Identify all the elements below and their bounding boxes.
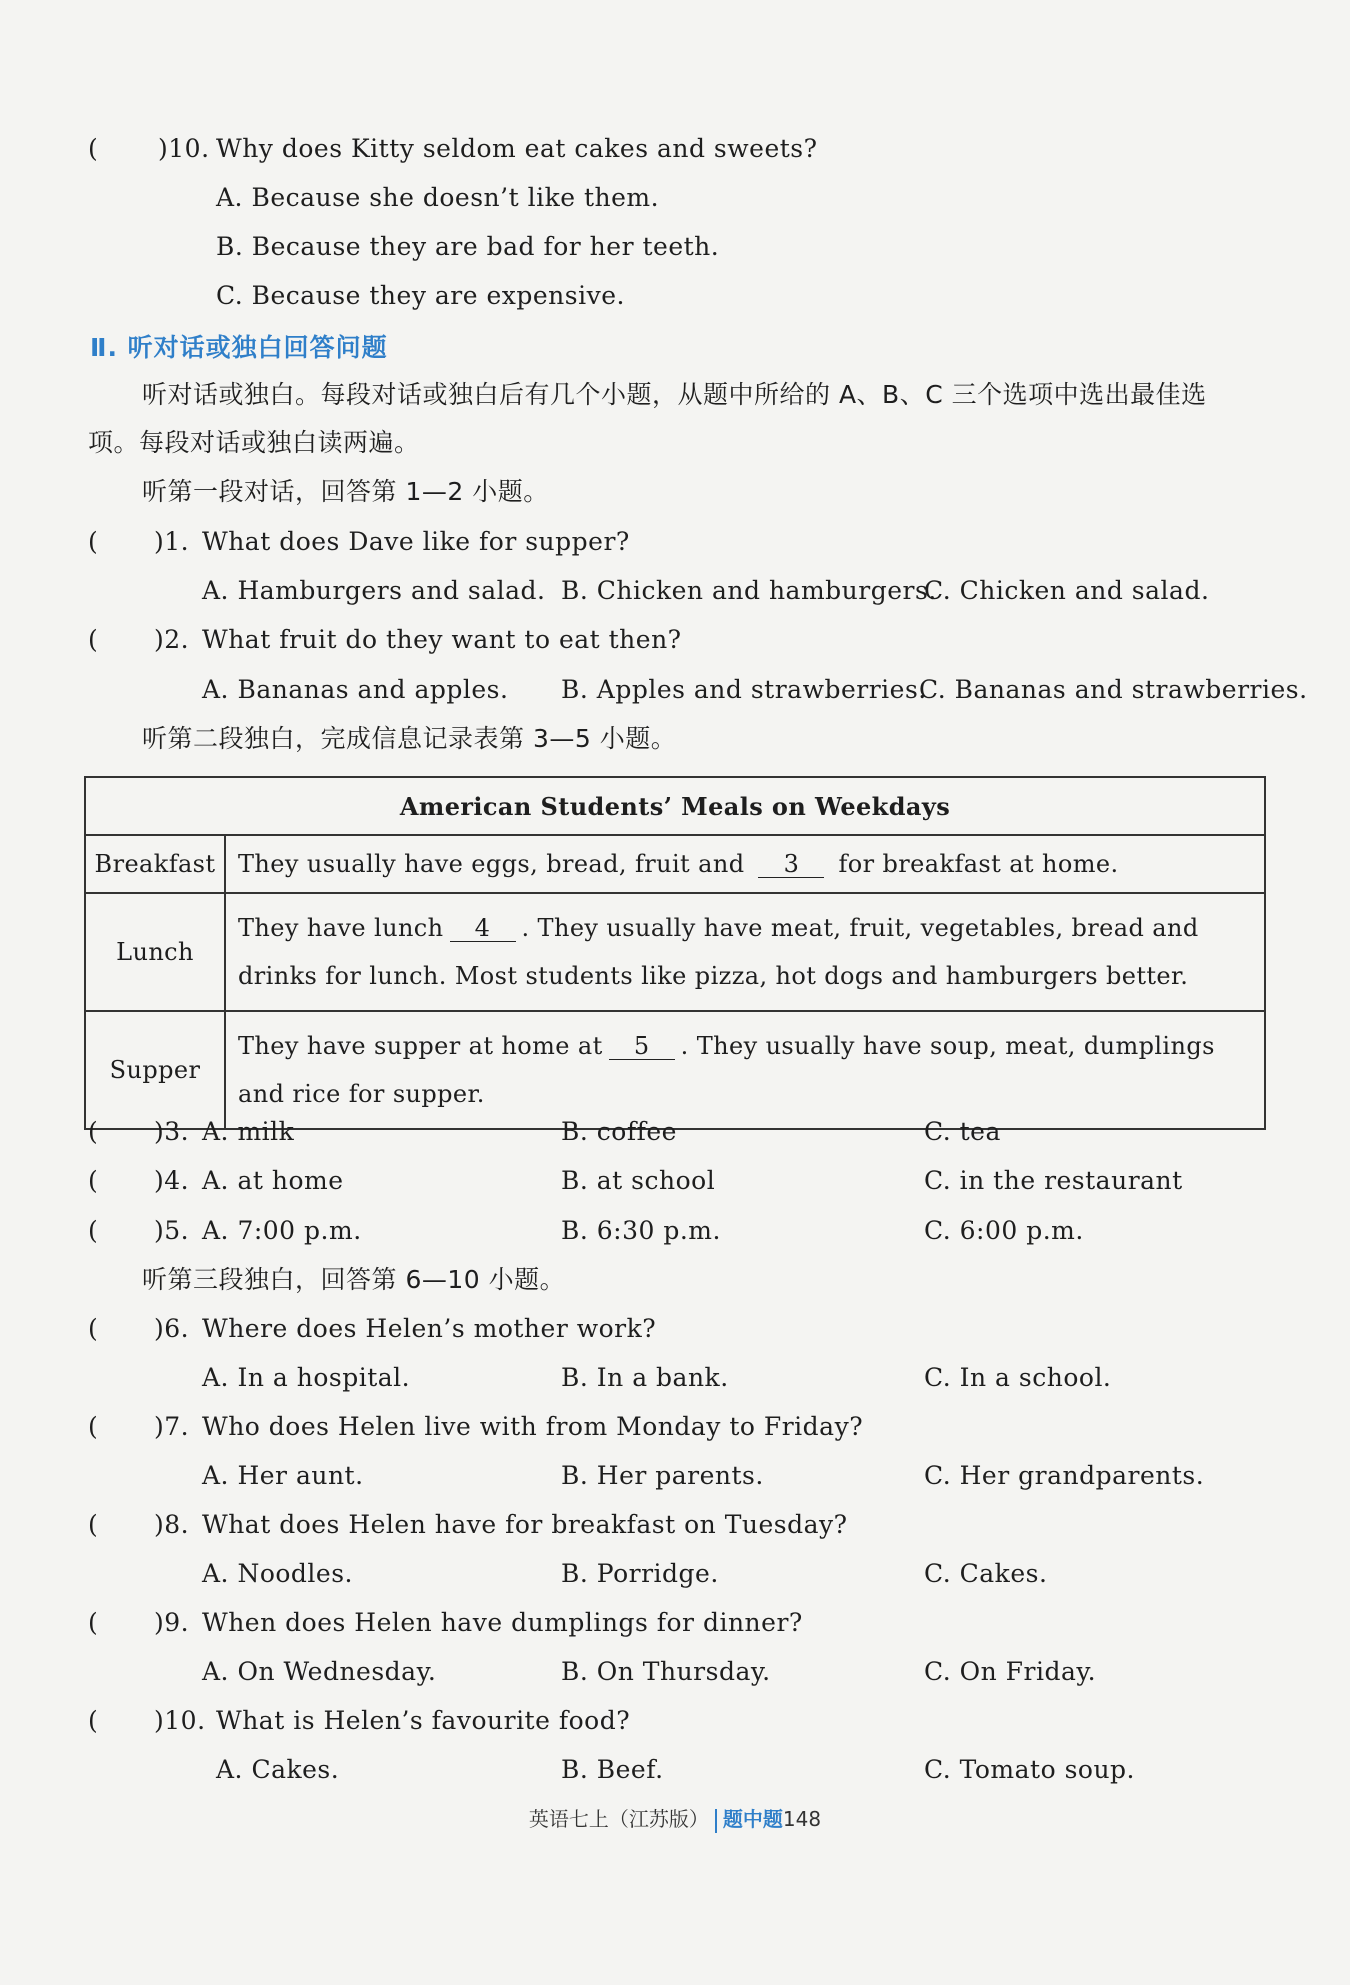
part1-instruction: 听第一段对话，回答第 1—2 小题。 [142, 477, 549, 506]
option-c: C. Tomato soup. [924, 1755, 1136, 1784]
row-content [225, 893, 1265, 1011]
option-a: A. On Wednesday. [202, 1657, 437, 1686]
question-text: Where does Helen’s mother work? [202, 1314, 657, 1343]
part2-instruction: 听第二段独白，完成信息记录表第 3—5 小题。 [142, 724, 677, 753]
page-number: 148 [782, 1807, 822, 1831]
option-c: C. Bananas and strawberries. [919, 675, 1308, 704]
table-row-supper [85, 1011, 1265, 1129]
question-number: )8. [154, 1510, 190, 1539]
row-text-pre: They have lunch [238, 914, 444, 942]
option-a: A. Noodles. [202, 1559, 353, 1588]
answer-paren: ( [88, 1117, 99, 1146]
answer-paren: ( [88, 527, 99, 556]
option-a: A. Cakes. [216, 1755, 340, 1784]
option-b: B. Her parents. [561, 1461, 764, 1490]
question-number: )6. [154, 1314, 190, 1343]
series-tag: 题中题 [722, 1807, 783, 1831]
option-a: A. at home [202, 1166, 344, 1195]
question-prev-10 [88, 134, 818, 164]
part3-instruction: 听第三段独白，回答第 6—10 小题。 [142, 1265, 566, 1294]
answer-blank-4[interactable]: 4 [450, 915, 516, 942]
option-c: C. Her grandparents. [924, 1461, 1205, 1490]
option-b: B. Porridge. [561, 1559, 719, 1588]
option-a: A. Bananas and apples. [202, 675, 509, 704]
option-b: B. Apples and strawberries. [561, 675, 927, 704]
question-number: )7. [154, 1412, 190, 1441]
option-a: A. Hamburgers and salad. [202, 576, 546, 605]
table-row-lunch [85, 893, 1265, 1011]
row-head: Breakfast [85, 835, 225, 893]
footer-divider [715, 1809, 717, 1833]
option-c: C. Because they are expensive. [216, 281, 625, 310]
option-b: B. In a bank. [561, 1363, 729, 1392]
row-text-pre: They usually have eggs, bread, fruit and [238, 850, 745, 878]
row-text-post: . They usually have meat, fruit, vegetables, bread and drinks for lunch. Most students like pizza, hot dogs and hamburgers better. [238, 914, 1199, 990]
option-c: C. Chicken and salad. [924, 576, 1210, 605]
question-6 [88, 1314, 657, 1344]
answer-paren: ( [88, 1706, 99, 1735]
answer-paren: ( [88, 1314, 99, 1343]
question-text: What is Helen’s favourite food? [216, 1706, 631, 1735]
row-text-post: . They usually have soup, meat, dumplings and rice for supper. [238, 1032, 1215, 1108]
table-row-breakfast [85, 835, 1265, 893]
question-number: )10. [154, 1706, 206, 1735]
option-c: C. in the restaurant [924, 1166, 1183, 1195]
instruction-line-1: 听对话或独白。每段对话或独白后有几个小题，从题中所给的 A、B、C 三个选项中选出最佳选 [142, 380, 1207, 409]
question-number: )2. [154, 625, 190, 654]
row-text-post: for breakfast at home. [838, 850, 1119, 878]
option-b: B. Beef. [561, 1755, 664, 1784]
answer-paren: ( [88, 1608, 99, 1637]
answer-paren: ( [88, 1166, 99, 1195]
row-text-pre: They have supper at home at [238, 1032, 603, 1060]
question-4 [88, 1166, 344, 1196]
question-text: Who does Helen live with from Monday to Friday? [202, 1412, 864, 1441]
option-b: B. On Thursday. [561, 1657, 771, 1686]
question-number: )10. [158, 134, 210, 163]
question-text: Why does Kitty seldom eat cakes and sweets? [216, 134, 818, 163]
option-b: B. at school [561, 1166, 716, 1195]
answer-paren: ( [88, 1412, 99, 1441]
option-a: A. milk [202, 1117, 295, 1146]
answer-paren: ( [88, 134, 99, 163]
question-9 [88, 1608, 803, 1638]
section-title: Ⅱ. 听对话或独白回答问题 [90, 333, 388, 362]
option-b: B. Because they are bad for her teeth. [216, 232, 720, 261]
question-text: What does Dave like for supper? [202, 527, 630, 556]
option-b: B. coffee [561, 1117, 677, 1146]
option-b: B. Chicken and hamburgers. [561, 576, 937, 605]
book-title: 英语七上（江苏版） [528, 1807, 709, 1831]
option-a: A. Because she doesn’t like them. [216, 183, 660, 212]
option-c: C. tea [924, 1117, 1001, 1146]
meals-info-table [84, 776, 1266, 1130]
question-text: What does Helen have for breakfast on Tuesday? [202, 1510, 848, 1539]
answer-blank-5[interactable]: 5 [609, 1033, 675, 1060]
question-number: )9. [154, 1608, 190, 1637]
question-10 [88, 1706, 631, 1736]
question-2 [88, 625, 682, 655]
option-c: C. In a school. [924, 1363, 1112, 1392]
question-5 [88, 1216, 362, 1246]
question-8 [88, 1510, 848, 1540]
answer-paren: ( [88, 1510, 99, 1539]
instruction-line-2: 项。每段对话或独白读两遍。 [88, 428, 420, 457]
row-content [225, 1011, 1265, 1129]
page-footer [0, 1803, 1350, 1833]
answer-paren: ( [88, 625, 99, 654]
option-a: A. In a hospital. [202, 1363, 411, 1392]
question-number: )1. [154, 527, 190, 556]
question-text: When does Helen have dumplings for dinner? [202, 1608, 803, 1637]
option-a: A. Her aunt. [202, 1461, 364, 1490]
table-title: American Students’ Meals on Weekdays [85, 777, 1265, 835]
row-content [225, 835, 1265, 893]
option-c: C. 6:00 p.m. [924, 1216, 1084, 1245]
question-number: )5. [154, 1216, 190, 1245]
option-a: A. 7:00 p.m. [202, 1216, 362, 1245]
option-c: C. On Friday. [924, 1657, 1097, 1686]
row-head: Lunch [85, 893, 225, 1011]
question-number: )3. [154, 1117, 190, 1146]
question-3 [88, 1117, 295, 1147]
option-c: C. Cakes. [924, 1559, 1048, 1588]
question-1 [88, 527, 630, 557]
question-7 [88, 1412, 864, 1442]
question-number: )4. [154, 1166, 190, 1195]
answer-paren: ( [88, 1216, 99, 1245]
question-text: What fruit do they want to eat then? [202, 625, 682, 654]
answer-blank-3[interactable]: 3 [758, 851, 824, 878]
option-b: B. 6:30 p.m. [561, 1216, 721, 1245]
row-head: Supper [85, 1011, 225, 1129]
